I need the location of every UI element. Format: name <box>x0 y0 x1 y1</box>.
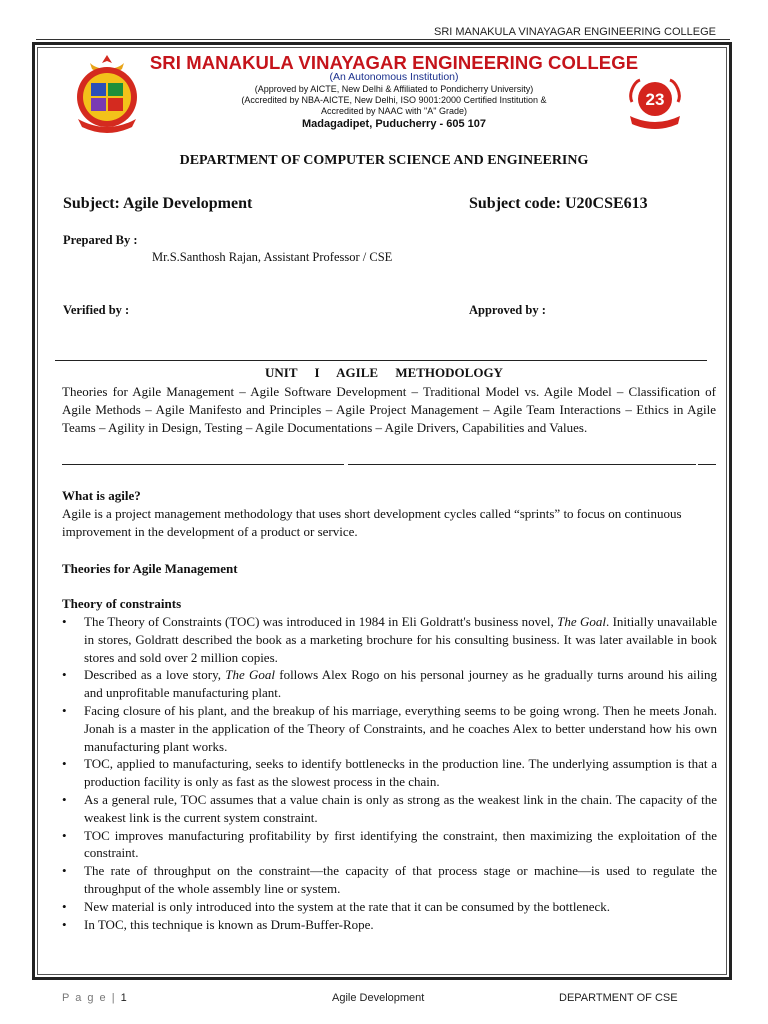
subject-line <box>63 195 252 213</box>
list-item: • Facing closure of his plant, and the breakup of his marriage, everything seems to be going wrong. Then he meets Jonah. Jonah is a master in the application of the Theory of Constraints, and he coaches Alex to better understand how his own manufacturing plant works. <box>62 702 717 754</box>
college-emblem-icon <box>70 53 144 133</box>
prepared-by-name: Mr.S.Santhosh Rajan, Assistant Professor / CSE <box>152 250 393 264</box>
college-accreditation-1: (Accredited by NBA-AICTE, New Delhi, ISO 9001:2000 Certified Institution & <box>241 95 547 105</box>
unit-rule-bottom <box>62 464 716 465</box>
theory-of-constraints-heading: Theory of constraints <box>62 596 182 611</box>
what-is-agile-text: Agile is a project management methodology that uses short development cycles called “sprints” to focus on continuous improvement in the development of a product or service. <box>62 506 682 539</box>
subject-code-label: Subject code: <box>469 195 565 212</box>
unit-rule-top <box>55 360 707 361</box>
subject-code-value: U20CSE613 <box>564 195 648 212</box>
footer-page-number: P a g e | 1 <box>62 992 127 1004</box>
list-item: • TOC, applied to manufacturing, seeks to identify bottlenecks in the production line. The underlying assumption is that a production facility is only as fast as the slowest process in the chain. <box>62 756 717 790</box>
approved-by-label: Approved by : <box>469 303 546 317</box>
college-status: (An Autonomous Institution) <box>329 71 459 83</box>
list-item: • As a general rule, TOC assumes that a value chain is only as strong as the weakest link in the chain. The capacity of the weakest link is the current system constraint. <box>62 791 717 825</box>
toc-bullet-list <box>60 613 717 933</box>
prepared-by-label: Prepared By : <box>63 233 138 247</box>
subject-value: Agile Development <box>123 195 253 212</box>
unit-title <box>62 365 706 381</box>
list-item: • New material is only introduced into the system at the rate that it can be consumed by the bottleneck. <box>62 898 610 914</box>
subject-label: Subject: <box>63 195 123 212</box>
what-is-agile-heading: What is agile? <box>62 488 141 503</box>
header-rule <box>36 39 730 40</box>
department-title: DEPARTMENT OF COMPUTER SCIENCE AND ENGINEERING <box>179 153 589 168</box>
running-header-title: SRI MANAKULA VINAYAGAR ENGINEERING COLLEGE <box>434 26 716 38</box>
college-name: SRI MANAKULA VINAYAGAR ENGINEERING COLLEGE <box>149 52 639 73</box>
list-item: • The rate of throughput on the constraint—the capacity of that process stage or machine—is used to regulate the throughput of the whole assembly line or system. <box>62 863 717 896</box>
list-item: • In TOC, this technique is known as Drum-Buffer-Rope. <box>62 916 374 932</box>
college-accreditation-2: Accredited by NAAC with "A" Grade) <box>321 106 467 116</box>
footer-subject: Agile Development <box>332 992 425 1004</box>
college-address: Madagadipet, Puducherry - 605 107 <box>301 118 486 130</box>
theories-heading: Theories for Agile Management <box>62 561 238 576</box>
footer-department: DEPARTMENT OF CSE <box>559 992 678 1004</box>
unit-name: AGILE METHODOLOGY <box>336 365 503 380</box>
list-item: • Described as a love story, The Goal follows Alex Rogo on his personal journey as he gradually turns around his ailing and unprofitable manufacturing plant. <box>62 667 717 701</box>
list-item: • TOC improves manufacturing profitability by first identifying the constraint, then maximizing the exploitation of the constraint. <box>62 827 717 861</box>
college-approval: (Approved by AICTE, New Delhi & Affiliated to Pondicherry University) <box>254 84 534 94</box>
subject-code-line <box>469 195 648 213</box>
badge-number: 23 <box>645 90 665 109</box>
list-item: • The Theory of Constraints (TOC) was introduced in 1984 in Eli Goldratt's business novel, The Goal. Initially unavailable in stores, Goldratt described the book as a marketing brochure for his consulting business. It was later available in book stores and sold over 2 million copies. <box>62 614 718 665</box>
unit-number: UNIT I <box>265 365 320 380</box>
unit-description: Theories for Agile Management – Agile Software Development – Traditional Model vs. Agile Model – Classification of Agile Methods – Agile Manifesto and Principles – Agile Project Management – Agile Team Interactions – Ethics in Agile Teams – Agility in Design, Testing – Agile Documentations – Agile Drivers, Capabilities and Values. <box>62 384 716 435</box>
verified-by-label: Verified by : <box>63 303 130 317</box>
